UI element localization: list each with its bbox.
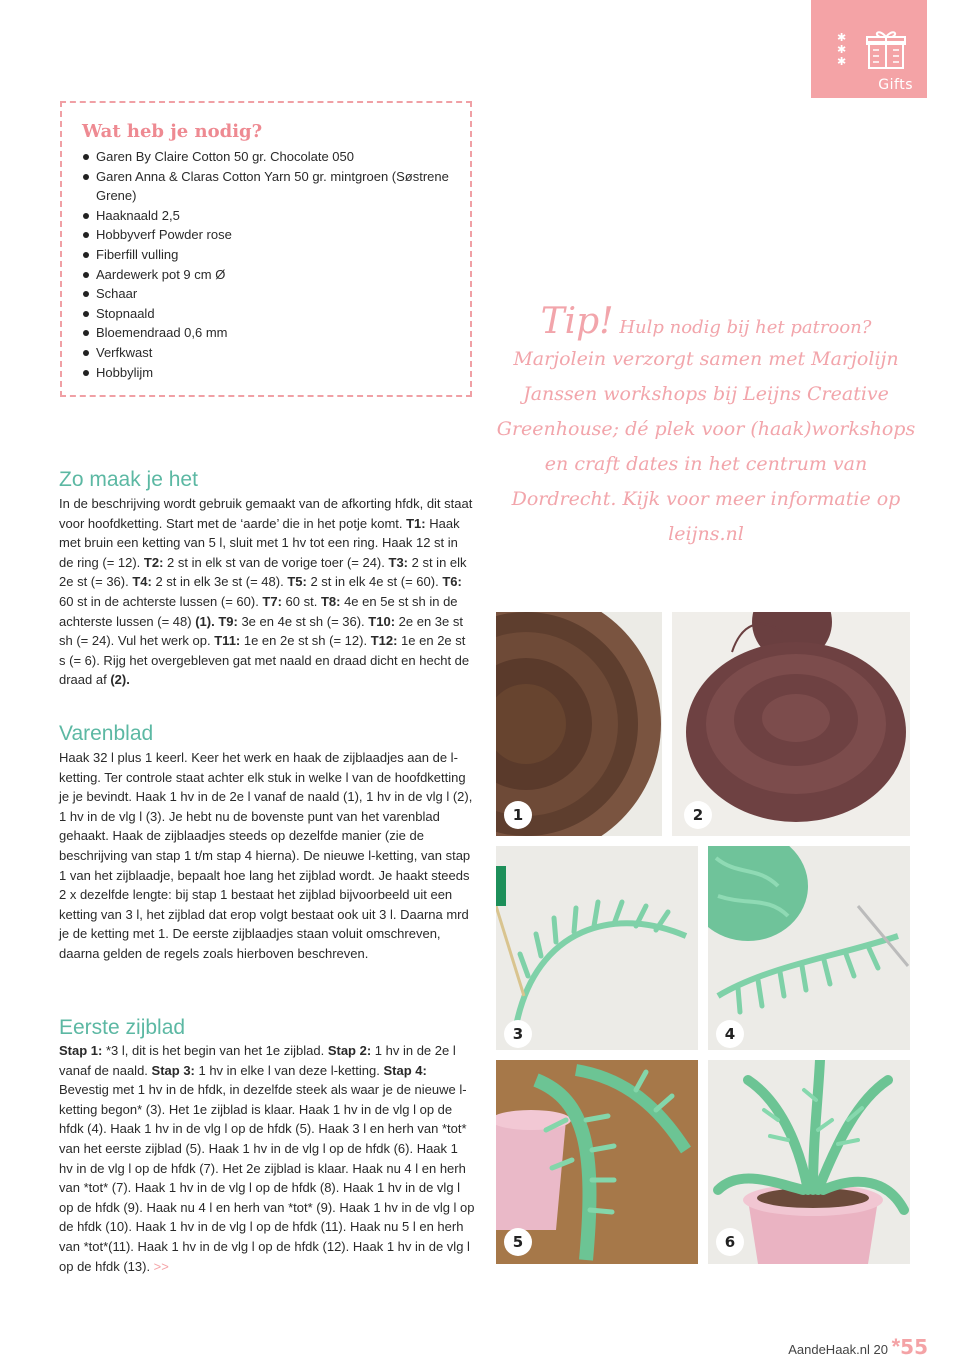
step-text: 1 hv in elke l van deze l-ketting.	[194, 1062, 384, 1078]
photo-step-2	[672, 612, 910, 836]
photo-step-3	[496, 846, 698, 1050]
step-text: 2e en 3e st sh (= 24). Vul het werk op.	[59, 613, 463, 649]
step-label: T3:	[388, 554, 408, 570]
zo-maak-intro: In de beschrijving wordt gebruik gemaakt van de afkorting hfdk, dit staat voor hoofdketting. Start met de ‘aarde’ die in het potje komt.	[59, 496, 473, 531]
materials-list	[81, 147, 470, 382]
section-label: Gifts	[878, 77, 913, 93]
photo-number-badge: 2	[684, 801, 712, 829]
step-label: T7:	[262, 593, 282, 609]
materials-item: Garen By Claire Cotton 50 gr. Chocolate 050	[81, 147, 470, 167]
continue-mark: >>	[153, 1258, 169, 1274]
step-text: 2 st in elk st van de vorige toer (= 24).	[163, 554, 389, 570]
step-label: T6:	[442, 574, 462, 590]
section-tab-gifts	[811, 0, 927, 98]
photo-step-6	[708, 1060, 910, 1264]
section-title-varenblad: Varenblad	[59, 722, 154, 745]
gift-icon	[863, 26, 909, 72]
step-label: Stap 3:	[151, 1062, 195, 1078]
photo-step-4	[708, 846, 910, 1050]
step-label: T4:	[132, 574, 152, 590]
step-text: 3e en 4e st sh (= 36).	[237, 613, 369, 629]
step-text: 1e en 2e st s (= 6). Rijg het overgebleven gat met naald en draad dicht en hecht de draad af	[59, 633, 470, 688]
photo-number-badge: 6	[716, 1228, 744, 1256]
step-label: T2:	[143, 554, 164, 570]
crochet-fern-leaves-image	[708, 846, 910, 1050]
page-footer	[738, 1334, 928, 1360]
step-label: T10:	[368, 613, 396, 629]
materials-item: Bloemendraad 0,6 mm	[81, 323, 470, 343]
photo-number-badge: 1	[504, 801, 532, 829]
step-label: Stap 1:	[59, 1043, 103, 1058]
materials-item: Fiberfill vulling	[81, 245, 470, 265]
step-label: T1:	[406, 515, 426, 531]
step-label: (2).	[110, 672, 130, 688]
materials-box	[60, 101, 472, 397]
asterisk-icon: *	[891, 1334, 901, 1359]
materials-item: Stopnaald	[81, 304, 470, 324]
section-body-varenblad: Haak 32 l plus 1 keerl. Keer het werk en haak de zijblaadjes aan de l-ketting. Ter controle staat achter elk stuk in welke l van de hoofdketting je je bevindt. Haak 1 hv in de 2e l vanaf de naald (1), 1 hv in de vlg l (2), 1 hv in de vlg l (3). Je hebt nu de bovenste punt van het varenblad gehaakt. Haak de zijblaadjes steeds op dezelfde manier (zie de beschrijving van stap 1 t/m stap 4 hierna). De nieuwe l-ketting, van stap 1 van het zijblaadje, bepaalt hoe lang het zijblad wordt. Je haakt steeds 2 x dezelfde lengte: bij stap 1 bestaat het zijblad bijvoorbeeld uit een ketting van 3 l, het zijblad dat erop volgt bestaat ook uit 3 l. Daarna mrd je de ketting met 1. De eerste zijblaadjes staan voluit omschreven, daarna gelden de regels zoals hierboven beschreven.	[59, 750, 473, 961]
section-title-eerste-zijblad: Eerste zijblad	[59, 1016, 186, 1039]
step-text: 4e en 5e st sh in de achterste lussen (= 48)	[59, 593, 458, 629]
step-text: 1e en 2e st sh (= 12).	[240, 633, 371, 649]
page-number: 55	[900, 1335, 928, 1359]
step-text: Bevestig met 1 hv in de hfdk, in dezelfde steek als waar je de nieuwe l-ketting begon* (3). Het 1e zijblad is klaar. Haak 1 hv in de vlg l op de hfdk (4). Haak 1 hv in de vlg l op de hfdk (5). Haak 3 l en herh van *tot* van het eerste zijblad (5). Haak 1 hv in de vlg l op de hfdk (6). Haak 1 hv in de vlg l op de hfdk (7). Het 2e zijblad is klaar. Haak nu 4 l en herh van *tot* (7). Haak 1 hv in de vlg l op de hfdk (8). Haak 1 hv in de vlg l op de hfdk (9). Haak nu 4 l en herh van *tot* (9). Haak 1 hv in de vlg l op de hfdk (10). Haak 1 hv in de vlg l op de hfdk (11). Haak nu 5 l en herh van *tot*(11). Haak 1 hv in de vlg l op de hfdk (12). Haak 1 hv in de vlg l op de hfdk (13).	[59, 1082, 475, 1274]
materials-item: Hobbylijm	[81, 363, 470, 383]
materials-item: Schaar	[81, 284, 470, 304]
section-title-zo-maak: Zo maak je het	[59, 468, 198, 491]
snowflake-icon: ✱ ✱ ✱	[837, 32, 847, 68]
section-body-zo-maak	[59, 494, 475, 690]
photo-step-5	[496, 1060, 698, 1264]
step-text: 1 hv in de 2e l vanaf de naald.	[59, 1043, 456, 1078]
step-text: *3 l, dit is het begin van het 1e zijblad.	[102, 1043, 328, 1058]
step-label: T5:	[287, 574, 307, 590]
materials-item: Aardewerk pot 9 cm Ø	[81, 265, 470, 285]
step-label: T12:	[370, 633, 398, 649]
tip-question: Hulp nodig bij het patroon?	[619, 317, 872, 338]
section-body-eerste-zijblad	[59, 1041, 475, 1276]
photo-step-1	[496, 612, 662, 836]
step-text: 60 st in de achterste lussen (= 60).	[59, 593, 263, 609]
step-label: Stap 2:	[327, 1043, 372, 1058]
photo-number-badge: 5	[504, 1228, 532, 1256]
photo-number-badge: 3	[504, 1020, 532, 1048]
step-text: 2 st in elk 4e st (= 60).	[306, 574, 443, 590]
step-label: T11:	[214, 633, 241, 649]
step-label: Stap 4:	[383, 1062, 427, 1078]
materials-item: Haaknaald 2,5	[81, 206, 470, 226]
materials-title: Wat heb je nodig?	[82, 121, 263, 142]
step-text: 60 st.	[281, 593, 321, 609]
crochet-round-disc-image	[672, 612, 910, 836]
step-text: Haak met bruin een ketting van 5 l, sluit met 1 hv tot een ring. Haak 12 st in de ring (= 12).	[59, 515, 460, 570]
materials-item: Verfkwast	[81, 343, 470, 363]
tip-box	[496, 302, 916, 552]
footer-site: AandeHaak.nl 20	[788, 1342, 888, 1357]
step-label: (1).	[195, 613, 215, 629]
step-text: 2 st in elk 2e st (= 36).	[59, 554, 467, 590]
step-label: T9:	[218, 613, 238, 629]
crochet-fern-chain-image	[496, 846, 698, 1050]
photo-number-badge: 4	[716, 1020, 744, 1048]
tip-body: Marjolein verzorgt samen met Marjolijn Janssen workshops bij Leijns Creative Greenhouse; dé plek voor (haak)workshops en craft dates in het centrum van Dordrecht. Kijk voor meer informatie op leijns.nl	[496, 348, 916, 545]
materials-item: Garen Anna & Claras Cotton Yarn 50 gr. mintgroen (Søstrene Grene)	[81, 167, 470, 206]
step-label: T8:	[320, 593, 341, 609]
tip-label: Tip!	[540, 301, 614, 342]
materials-item: Hobbyverf Powder rose	[81, 225, 470, 245]
step-text: 2 st in elk 3e st (= 48).	[151, 574, 288, 590]
